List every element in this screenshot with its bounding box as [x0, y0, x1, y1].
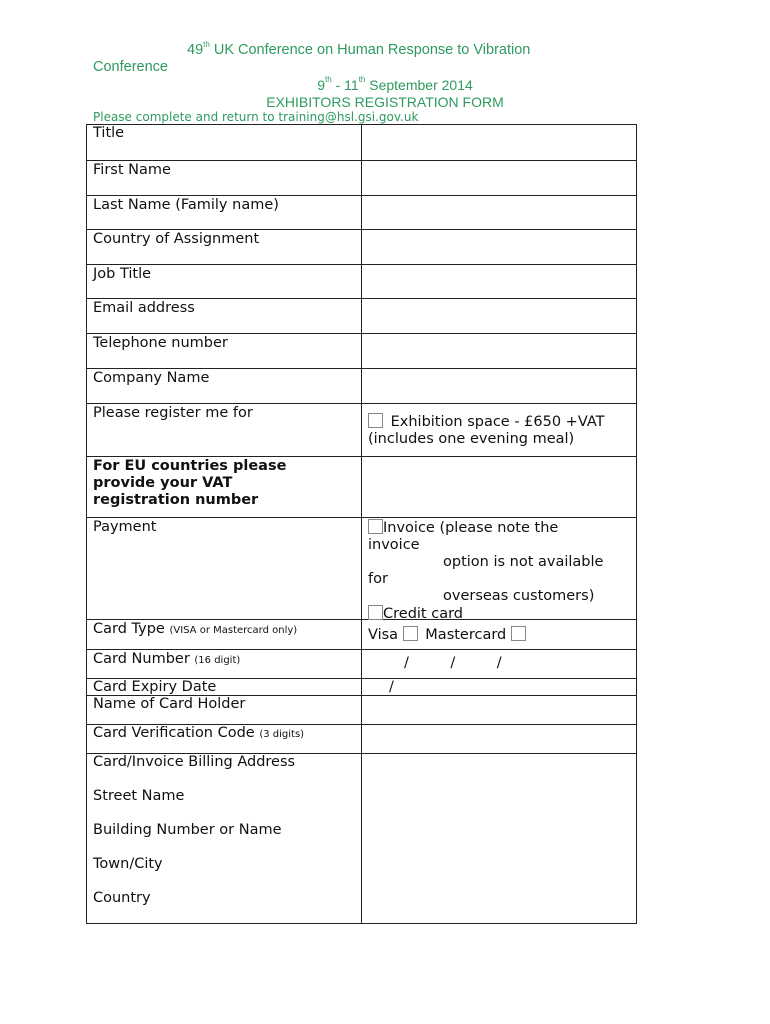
input-first-name[interactable] — [362, 161, 636, 195]
label-billing-address: Card/Invoice Billing Address — [93, 754, 296, 770]
exhibition-note: (includes one evening meal) — [368, 431, 575, 447]
credit-card-checkbox[interactable] — [368, 605, 383, 620]
label-billing-country: Country — [93, 890, 151, 906]
return-instruction: Please complete and return to training@hsl.gsi.gov.uk — [93, 110, 419, 124]
row-vat — [87, 456, 636, 517]
row-billing — [87, 753, 636, 923]
input-company[interactable] — [362, 369, 636, 403]
row-expiry — [87, 678, 636, 695]
invoice-label: Invoice (please note the — [383, 520, 559, 536]
input-country[interactable] — [362, 230, 636, 264]
input-job-title[interactable] — [362, 265, 636, 298]
exhibition-label: Exhibition space - £650 +VAT — [390, 414, 605, 430]
input-billing-address[interactable] — [362, 754, 636, 923]
invoice-text-5: overseas customers) — [443, 588, 595, 604]
exhibition-checkbox[interactable] — [368, 413, 383, 428]
input-vat[interactable] — [362, 457, 636, 517]
input-last-name[interactable] — [362, 196, 636, 229]
label-telephone: Telephone number — [87, 334, 362, 368]
row-register — [87, 403, 636, 456]
payment-options — [362, 518, 636, 622]
input-expiry[interactable]: / — [389, 679, 394, 695]
row-card-number — [87, 649, 636, 678]
label-card-type: Card Type (VISA or Mastercard only) — [87, 620, 362, 649]
conference-dates: 9th - 11th September 2014 — [317, 75, 473, 93]
row-first-name — [87, 160, 636, 195]
label-building: Building Number or Name — [93, 822, 282, 838]
label-company: Company Name — [87, 369, 362, 403]
label-card-number: Card Number (16 digit) — [87, 650, 362, 678]
row-card-type — [87, 619, 636, 649]
label-first-name: First Name — [87, 161, 362, 195]
label-town: Town/City — [93, 856, 163, 872]
label-vat: For EU countries please provide your VAT registration number — [87, 457, 362, 517]
mastercard-checkbox[interactable] — [511, 626, 526, 641]
input-holder[interactable] — [362, 696, 636, 724]
row-telephone — [87, 333, 636, 368]
visa-checkbox[interactable] — [403, 626, 418, 641]
card-type-options — [362, 620, 636, 649]
input-email[interactable] — [362, 299, 636, 333]
visa-label: Visa — [368, 627, 399, 643]
registration-form — [86, 124, 637, 924]
label-title: Title — [87, 125, 362, 160]
label-cvc: Card Verification Code (3 digits) — [87, 725, 362, 753]
input-telephone[interactable] — [362, 334, 636, 368]
input-cvc[interactable] — [362, 725, 636, 753]
invoice-checkbox[interactable] — [368, 519, 383, 534]
row-cvc — [87, 724, 636, 753]
invoice-text-2: invoice — [368, 537, 420, 553]
label-street: Street Name — [93, 788, 185, 804]
label-last-name: Last Name (Family name) — [87, 196, 362, 229]
row-job-title — [87, 264, 636, 298]
row-title — [87, 125, 636, 160]
input-title[interactable] — [362, 125, 636, 160]
label-holder: Name of Card Holder — [87, 696, 362, 724]
label-payment: Payment — [87, 518, 362, 619]
row-company — [87, 368, 636, 403]
row-last-name — [87, 195, 636, 229]
label-job-title: Job Title — [87, 265, 362, 298]
label-email: Email address — [87, 299, 362, 333]
input-card-number[interactable]: / / / — [404, 655, 502, 671]
form-title: EXHIBITORS REGISTRATION FORM — [266, 94, 504, 110]
row-holder — [87, 695, 636, 724]
row-payment — [87, 517, 636, 622]
row-country — [87, 229, 636, 264]
invoice-text-4: for — [368, 571, 388, 587]
credit-card-label: Credit card — [383, 606, 463, 622]
row-email — [87, 298, 636, 333]
label-register: Please register me for — [87, 404, 362, 456]
label-expiry: Card Expiry Date — [87, 679, 362, 695]
mastercard-label: Mastercard — [425, 627, 507, 643]
register-options — [362, 404, 636, 456]
label-billing — [87, 754, 362, 923]
label-country: Country of Assignment — [87, 230, 362, 264]
invoice-text-3: option is not available — [443, 554, 604, 570]
